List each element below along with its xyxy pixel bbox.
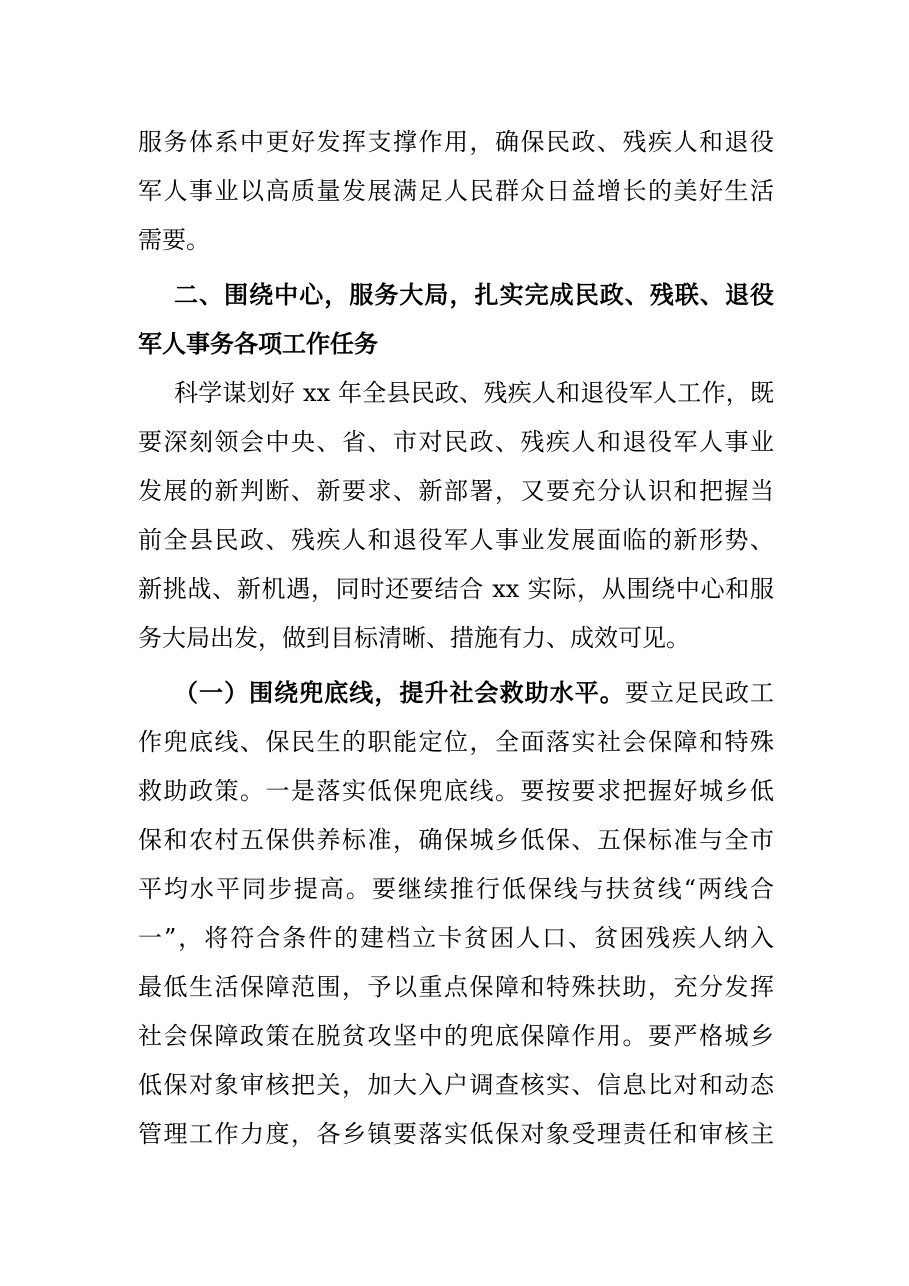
text-line: 作兜底线、保民生的职能定位，全面落实社会保障和特殊 [138,728,774,756]
text-run: 要立足民政工 [624,679,774,707]
text-line: 管理工作力度，各乡镇要落实低保对象受理责任和审核主 [138,1120,774,1148]
text-line: 最低生活保障范围，予以重点保障和特殊扶助，充分发挥 [138,973,774,1001]
text-line: 务大局出发，做到目标清晰、措施有力、成效可见。 [138,624,690,652]
text-line: 救助政策。一是落实低保兜底线。要按要求把握好城乡低 [138,777,774,805]
text-line: 发展的新判断、新要求、新部署，又要充分认识和把握当 [138,477,774,505]
text-line: 平均水平同步提高。要继续推行低保线与扶贫线“两线合 [138,875,774,903]
text-line: 军人事业以高质量发展满足人民群众日益增长的美好生活 [138,177,774,205]
document-body [138,118,774,1159]
heading-line: 军人事务各项工作任务 [138,330,378,358]
subsection-title: （一）围绕兜底线，提升社会救助水平。 [174,679,625,707]
text-line [138,669,774,718]
text-line: 低保对象审核把关，加大入户调查核实、信息比对和动态 [138,1071,774,1099]
text-line: 一”，将符合条件的建档立卡贫困人口、贫困残疾人纳入 [138,924,774,952]
text-line: 社会保障政策在脱贫攻坚中的兜底保障作用。要严格城乡 [138,1022,774,1050]
paragraph-continuation [138,118,774,265]
text-line: 需要。 [138,226,210,254]
text-line: 新挑战、新机遇，同时还要结合 xx 实际，从围绕中心和服 [138,575,774,603]
text-line: 保和农村五保供养标准，确保城乡低保、五保标准与全市 [138,826,774,854]
paragraph [138,369,774,663]
section-heading [138,271,774,369]
heading-line: 二、围绕中心，服务大局，扎实完成民政、残联、退役 [174,281,774,309]
text-line: 前全县民政、残疾人和退役军人事业发展面临的新形势、 [138,526,774,554]
text-line: 服务体系中更好发挥支撑作用，确保民政、残疾人和退役 [138,128,774,156]
text-line: 科学谋划好 xx 年全县民政、残疾人和退役军人工作，既 [174,379,774,407]
paragraph [138,669,774,1159]
text-line: 要深刻领会中央、省、市对民政、残疾人和退役军人事业 [138,428,774,456]
